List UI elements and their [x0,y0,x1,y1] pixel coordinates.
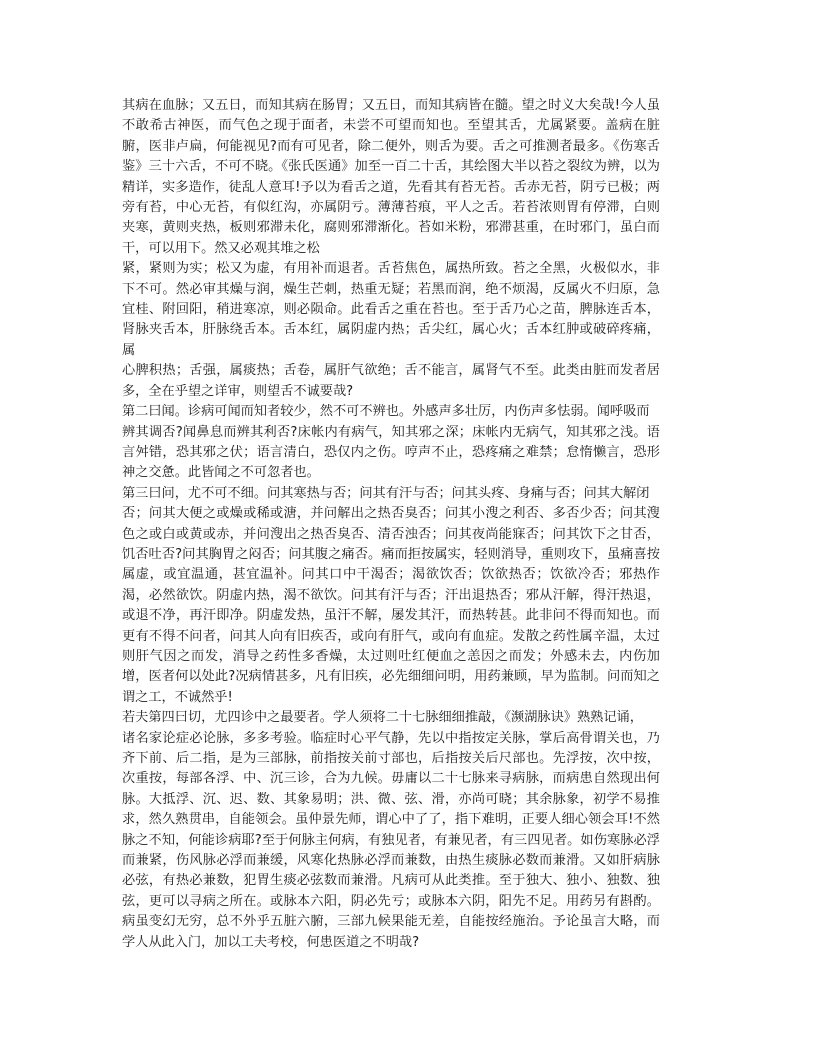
paragraph-listening-body: 辨其调否?闻鼻息而辨其利否?床帐内有病气，知其邪之深；床帐内无病气，知其邪之浅。语言舛错，恐其邪之伏；语言清白，恐仅内之伤。哼声不止，恐疼痛之难禁；怠惰懒言，恐形神之交惫。此皆闻之不可忽者也。 [122,424,660,481]
paragraph-inquiry-heading: 第三曰问，尤不可不细。问其寒热与否；问其有汗与否；问其头疼、身痛与否；问其大解闭 [122,485,650,501]
paragraph-palpation-body: 诸名家论症必论脉，多多考验。临症时心平气静，先以中指按定关脉，掌后高骨谓关也，乃齐下前、后二指，是为三部脉，前指按关前寸部也，后指按关后尺部也。先浮按，次中按，次重按，每部各浮、中、沉三诊，合为九候。毋庸以二十七脉来寻病脉，而病患自然现出何脉。大抵浮、沉、迟、数、其象易明；洪、微、弦、滑，亦尚可晓；其余脉象，初学不易推求，然久熟贯串，自能领会。虽仲景先师，谓心中了了，指下难明，正要人细心领会耳!不然脉之不知，何能诊病耶?至于何脉主何病，有独见者，有兼见者，有三四见者。如伤寒脉必浮而兼紧，伤风脉必浮而兼缓，风寒化热脉必浮而兼数，由热生痰脉必数而兼滑。又如肝病脉必弦，有热必兼数，犯胃生痰必弦数而兼滑。凡病可从此类推。至于独大、独小、独数、独弦，更可以寻病之所在。或脉本六阳，阴必先亏；或脉本六阴，阳先不足。用药另有斟酌。病虽变幻无穷，总不外乎五脏六腑，三部九候果能无差，自能按经施治。予论虽言大略，而学人从此入门，加以工夫考校，何患医道之不明哉? [122,730,660,950]
paragraph-tongue-coating: 紧，紧则为实；松又为虚，有用补而退者。舌苔焦色，属热所致。苔之全黑，火极似水，非下不可。然必审其燥与润，燥生芒刺，热重无疑；若黑而润，绝不烦渴，反属火不归原，急宜桂、附回阳，稍进寒凉，则必陨命。此看舌之重在苔也。至于舌乃心之苗，脾脉连舌本，肾脉夹舌本，肝脉绕舌本。舌本红，属阴虚内热；舌尖红，属心火；舌本红肿或破碎疼痛，属 [122,261,660,358]
paragraph-inquiry-body: 否；问其大便之或燥或稀或溏，并问解出之热否臭否；问其小溲之利否、多否少否；问其溲色之或白或黄或赤，并问溲出之热否臭否、清否浊否；问其夜尚能寐否；问其饮下之甘否，饥否吐否?问其胸胃之闷否；问其腹之痛否。痛而拒按属实，轻则消导，重则攻下，虽痛喜按属虚，或宜温通，甚宜温补。问其口中干渴否；渴欲饮否；饮欲热否；饮欲冷否；邪热作渴，必然欲饮。阴虚内热，渴不欲饮。问其有汗与否；汗出退热否；邪从汗解，得汗热退，或退不净，再汗即净。阴虚发热，虽汗不解，屡发其汗，而热转甚。此非问不得而知也。而更有不得不问者，问其人向有旧疾否，或向有肝气，或向有血症。发散之药性属辛温，太过则肝气因之而发，消导之药性多香燥，太过则吐红便血之恙因之而发；外感未去，内伤加增，医者何以处此?况病情甚多，凡有旧疾，必先细细问明，用药兼顾，早为监制。问而知之谓之工，不诚然乎! [122,506,660,705]
paragraph-palpation-heading: 若夫第四曰切，尤四诊中之最要者。学人须将二十七脉细细推敲，《濒湖脉诀》熟熟记诵， [122,710,643,726]
paragraph-inspection-tongue: 其病在血脉；又五日，而知其病在肠胃；又五日，而知其病皆在髓。望之时义大矣哉!今人虽不敢希古神医，而气色之现于面者，未尝不可望而知也。至望其舌，尤属紧要。盖病在脏腑，医非卢扁，何能视见?而有可见者，除二便外，则舌为要。舌之可推测者最多。《伤寒舌鉴》三十六舌，不可不晓。《张氏医通》加至一百二十舌，其绘图大半以苔之裂纹为辨，以为精详，实多造作，徒乱人意耳!予以为看舌之道，先看其有苔无苔。舌赤无苔，阴亏已极；两旁有苔，中心无苔，有似红沟，亦属阴亏。薄薄苔痕，平人之舌。若苔浓则胃有停滞，白则夹寒，黄则夹热，板则邪滞未化，腐则邪滞渐化。苔如米粉，邪滞甚重，在时邪门，虽白而干，可以用下。然又必观其堆之松 [122,98,660,256]
paragraph-tongue-conclusion: 心脾积热；舌强，属痰热；舌卷，属肝气欲绝；舌不能言，属肾气不至。此类由脏而发者居多，全在乎望之详审，则望舌不诚要哉? [122,363,660,399]
paragraph-listening-heading: 第二曰闻。诊病可闻而知者较少，然不可不辨也。外感声多壮厉，内伤声多怯弱。闻呼吸而 [122,404,650,420]
body-text [122,96,660,953]
